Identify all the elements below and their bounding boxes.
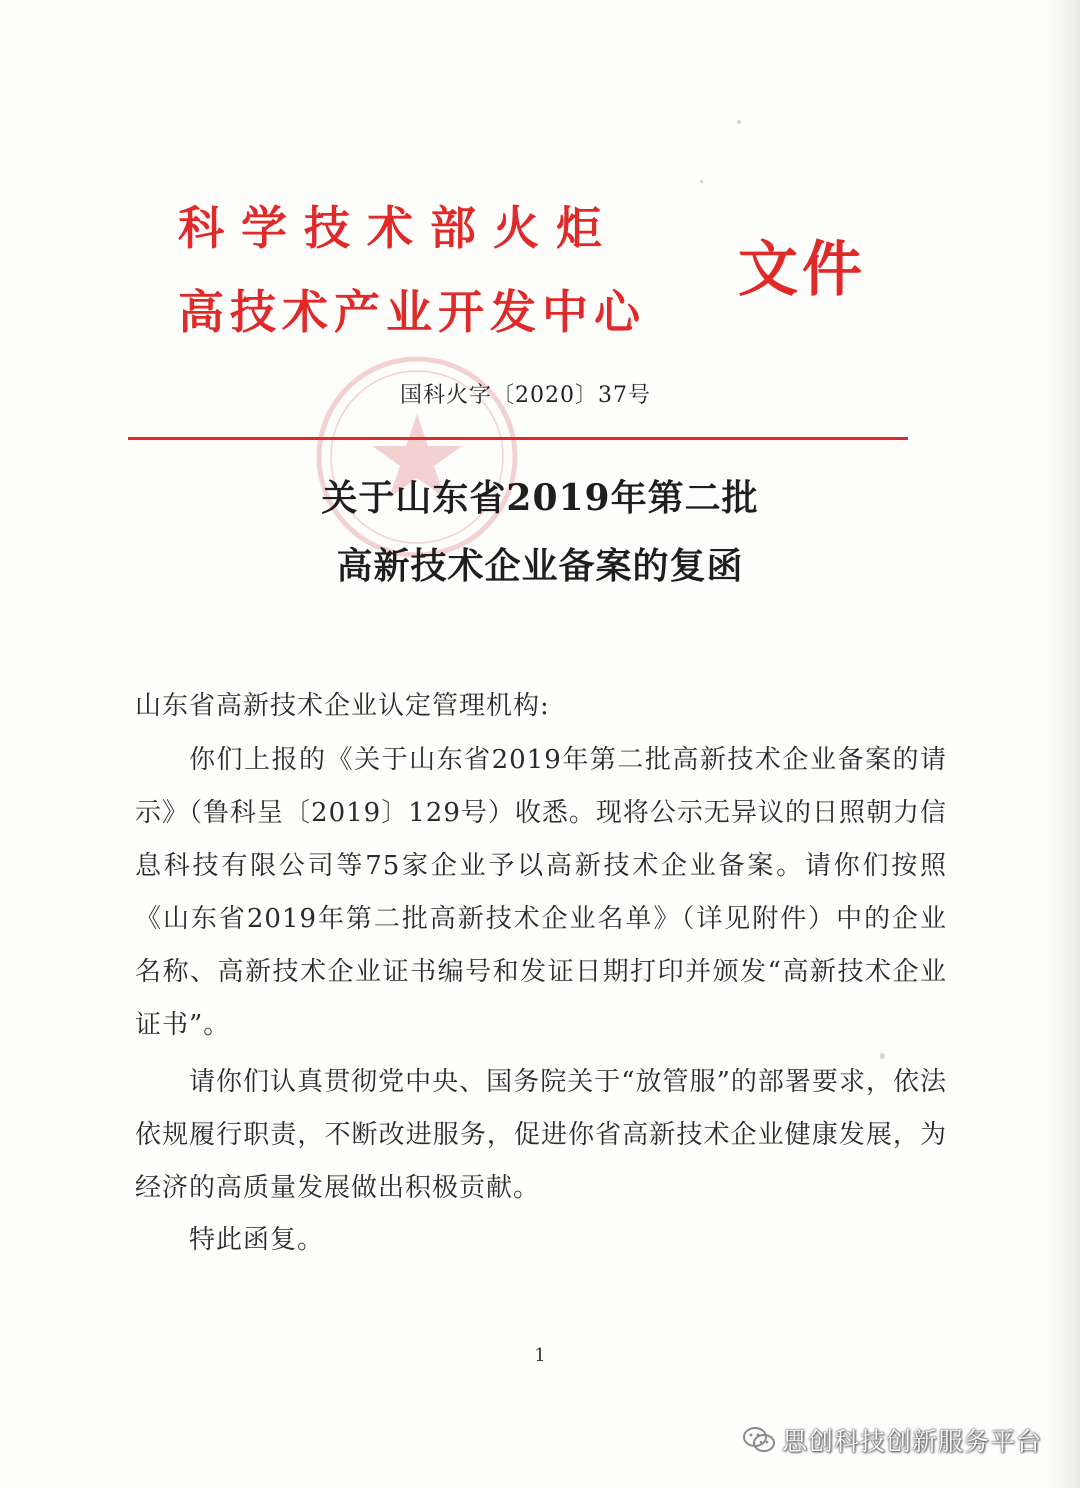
red-divider-line bbox=[128, 437, 908, 440]
salutation: 山东省高新技术企业认定管理机构: bbox=[135, 691, 550, 721]
page-number: 1 bbox=[534, 1345, 546, 1366]
document-type: 文件 bbox=[738, 235, 866, 305]
page-edge-shadow bbox=[1046, 0, 1080, 1488]
body-paragraph-1: 你们上报的《关于山东省2019年第二批高新技术企业备案的请示》（鲁科呈〔2019〕129号）收悉。现将公示无异议的日照朝力信息科技有限公司等75家企业予以高新技术企业备案。请你们按照《山东省2019年第二批高新技术企业名单》（详见附件）中的企业名称、高新技术企业证书编号和发证日期打印并颁发“高新技术企业证书”。 bbox=[135, 745, 947, 1040]
watermark bbox=[742, 1420, 1042, 1460]
wechat-icon bbox=[742, 1425, 776, 1455]
issuer-line-2: 高技术产业开发中心 bbox=[178, 285, 646, 339]
closing-remark: 特此函复。 bbox=[189, 1225, 325, 1255]
scan-speck bbox=[737, 120, 741, 124]
document-number: 国科火字〔2020〕37号 bbox=[400, 383, 651, 408]
body-paragraph-2: 请你们认真贯彻党中央、国务院关于“放管服”的部署要求，依法依规履行职责，不断改进服务，促进你省高新技术企业健康发展，为经济的高质量发展做出积极贡献。 bbox=[135, 1067, 947, 1203]
document-title-line-2: 高新技术企业备案的复函 bbox=[336, 545, 744, 587]
scan-speck bbox=[880, 1053, 885, 1059]
document-title-line-1: 关于山东省2019年第二批 bbox=[321, 477, 759, 519]
watermark-text: 思创科技创新服务平台 bbox=[781, 1427, 1042, 1456]
scan-speck bbox=[700, 180, 703, 183]
issuer-line-1: 科学技术部火炬 bbox=[178, 201, 619, 255]
